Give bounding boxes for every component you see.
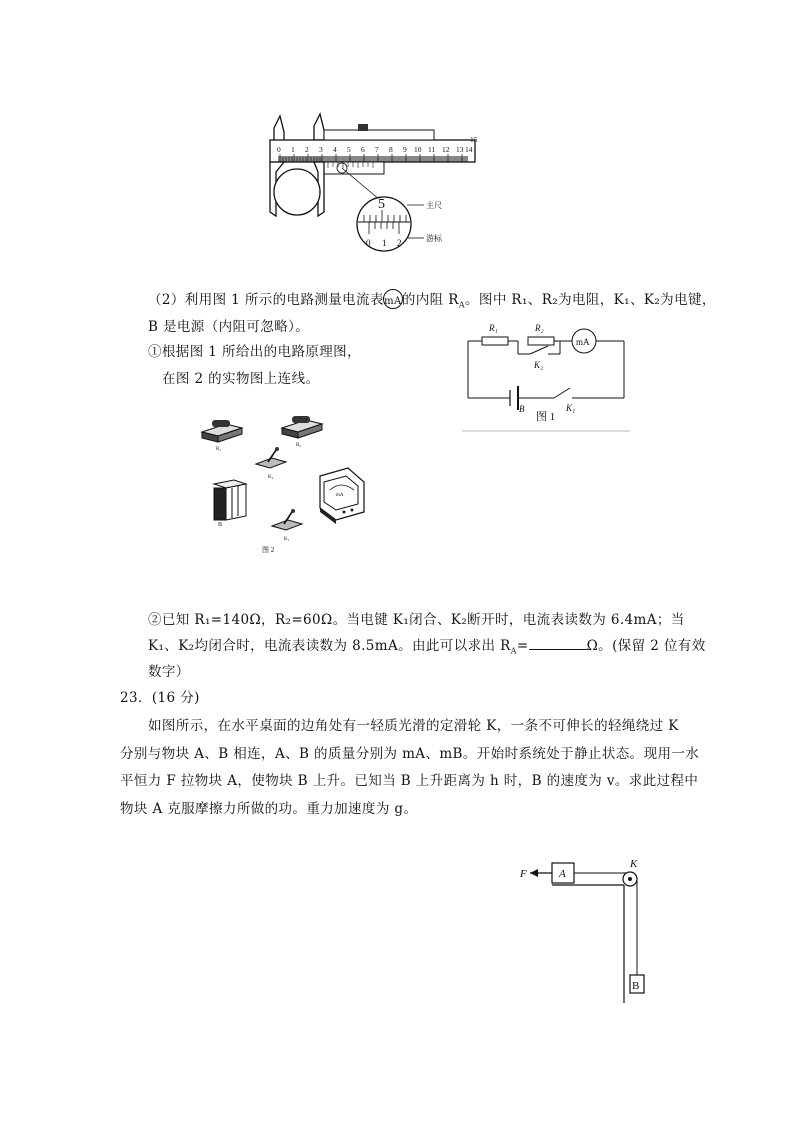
fig1-meter-label: mA xyxy=(576,337,590,347)
q2-sub2-text-a: K₁、K₂均闭合时，电流表读数为 8.5mA。由此可以求出 R xyxy=(148,638,511,654)
fig2-k2-label: K₂ xyxy=(268,475,274,480)
fig1-caption: 图 1 xyxy=(536,411,556,423)
circuit-diagram-fig1 xyxy=(462,318,632,434)
scale-number: 6 xyxy=(361,145,365,154)
q2-sub2-text-c: Ω。(保留 2 位有效 xyxy=(586,638,706,654)
fig1-battery-label: B xyxy=(519,404,525,414)
fig2-r2-label: R₂ xyxy=(296,443,302,448)
scale-number: 11 xyxy=(428,145,436,154)
inset-vernier-number: 1 xyxy=(382,238,387,248)
scale-number: 14 xyxy=(465,145,473,154)
block-a-label: A xyxy=(559,868,566,880)
answer-blank[interactable] xyxy=(529,637,587,650)
caliper-figure xyxy=(262,112,492,252)
scale-number: 7 xyxy=(375,145,379,154)
scale-number: 9 xyxy=(403,145,407,154)
force-label: F xyxy=(520,868,527,880)
label-vernier-scale: 游标 xyxy=(426,234,442,243)
apparatus-figure-fig2 xyxy=(196,412,376,560)
measured-ball xyxy=(274,169,320,215)
q2-sub1-line2: 在图 2 的实物图上连线。 xyxy=(162,371,320,387)
scale-number: 4 xyxy=(333,145,337,154)
scale-number: 5 xyxy=(347,145,351,154)
q2-intro-line1 xyxy=(148,291,716,315)
pulley-label: K xyxy=(630,858,638,870)
inset-vernier-number: 2 xyxy=(397,238,402,248)
q2-sub1-line1: ①根据图 1 所给出的电路原理图， xyxy=(148,344,361,360)
label-main-scale: 主尺 xyxy=(426,201,442,210)
scale-number: 13 xyxy=(456,145,464,154)
q2-sub2-line2 xyxy=(148,637,706,661)
scale-number: 8 xyxy=(389,145,393,154)
scale-number: 3 xyxy=(319,145,323,154)
q2-sub2-eq: = xyxy=(516,638,529,654)
q2-intro-text-a: （2）利用图 1 所示的电路测量电流表 xyxy=(148,292,384,308)
pulley-figure xyxy=(516,855,646,1005)
block-b-label: B xyxy=(632,980,640,992)
q23-line3: 平恒力 F 拉物块 A，使物块 B 上升。已知当 B 上升距离为 h 时，B 的速度为 v。求此过程中 xyxy=(120,773,699,789)
fig1-k1-label: K₁ xyxy=(566,403,576,413)
scale-number: 10 xyxy=(414,145,422,154)
q2-intro-text-c: 。图中 R₁、R₂为电阻，K₁、K₂为电键， xyxy=(465,292,716,308)
fig1-k2-label: K₂ xyxy=(534,360,544,370)
q23-line2: 分别与物块 A、B 相连，A、B 的质量分别为 mA、mB。开始时系统处于静止状态。现用一水 xyxy=(120,746,700,762)
fig2-r1-label: R₁ xyxy=(216,447,222,452)
fig1-r1-label: R₁ xyxy=(489,323,498,333)
q2-intro-line2: B 是电源（内阻可忽略）。 xyxy=(148,319,310,335)
inset-vernier-number: 0 xyxy=(366,238,371,248)
ammeter-symbol-text: mA xyxy=(384,296,402,307)
q2-intro-text-b: 的内阻 R xyxy=(401,292,459,308)
resistor-r1 xyxy=(202,420,242,452)
switch-k2 xyxy=(256,447,286,480)
fig2-meter-label: mA xyxy=(336,493,344,498)
q23-line1: 如图所示，在水平桌面的边角处有一轻质光滑的定滑轮 K，一条不可伸长的轻绳绕过 K xyxy=(148,718,679,734)
scale-number: 0 xyxy=(277,145,281,154)
q23-line4: 物块 A 克服摩擦力所做的功。重力加速度为 g。 xyxy=(120,801,418,817)
ammeter-device xyxy=(320,468,364,524)
ammeter-symbol xyxy=(384,293,402,311)
switch-k1 xyxy=(272,509,302,542)
q2-sub2-sub: A xyxy=(510,646,517,656)
magnified-inset xyxy=(357,197,411,251)
q2-sub2-line1: ②已知 R₁=140Ω，R₂=60Ω。当电键 K₁闭合、K₂断开时，电流表读数为 6.4mA；当 xyxy=(148,612,685,628)
q2-intro-sub: A xyxy=(458,300,466,310)
scale-number: 15 xyxy=(470,135,478,144)
fig2-battery-label: B xyxy=(218,522,223,528)
q23-header: 23．(16 分) xyxy=(120,690,200,706)
scale-number: 12 xyxy=(442,145,450,154)
resistor-r2 xyxy=(282,416,322,448)
scale-number: 2 xyxy=(305,145,309,154)
fig2-caption: 图 2 xyxy=(262,546,275,554)
inset-main-number: 5 xyxy=(378,197,385,212)
q2-sub2-line3: 数字） xyxy=(148,664,190,680)
scale-number: 1 xyxy=(291,145,295,154)
battery-b xyxy=(214,480,246,528)
fig2-k1-label: K₁ xyxy=(284,537,290,542)
fig1-r2-label: R₂ xyxy=(535,323,544,333)
